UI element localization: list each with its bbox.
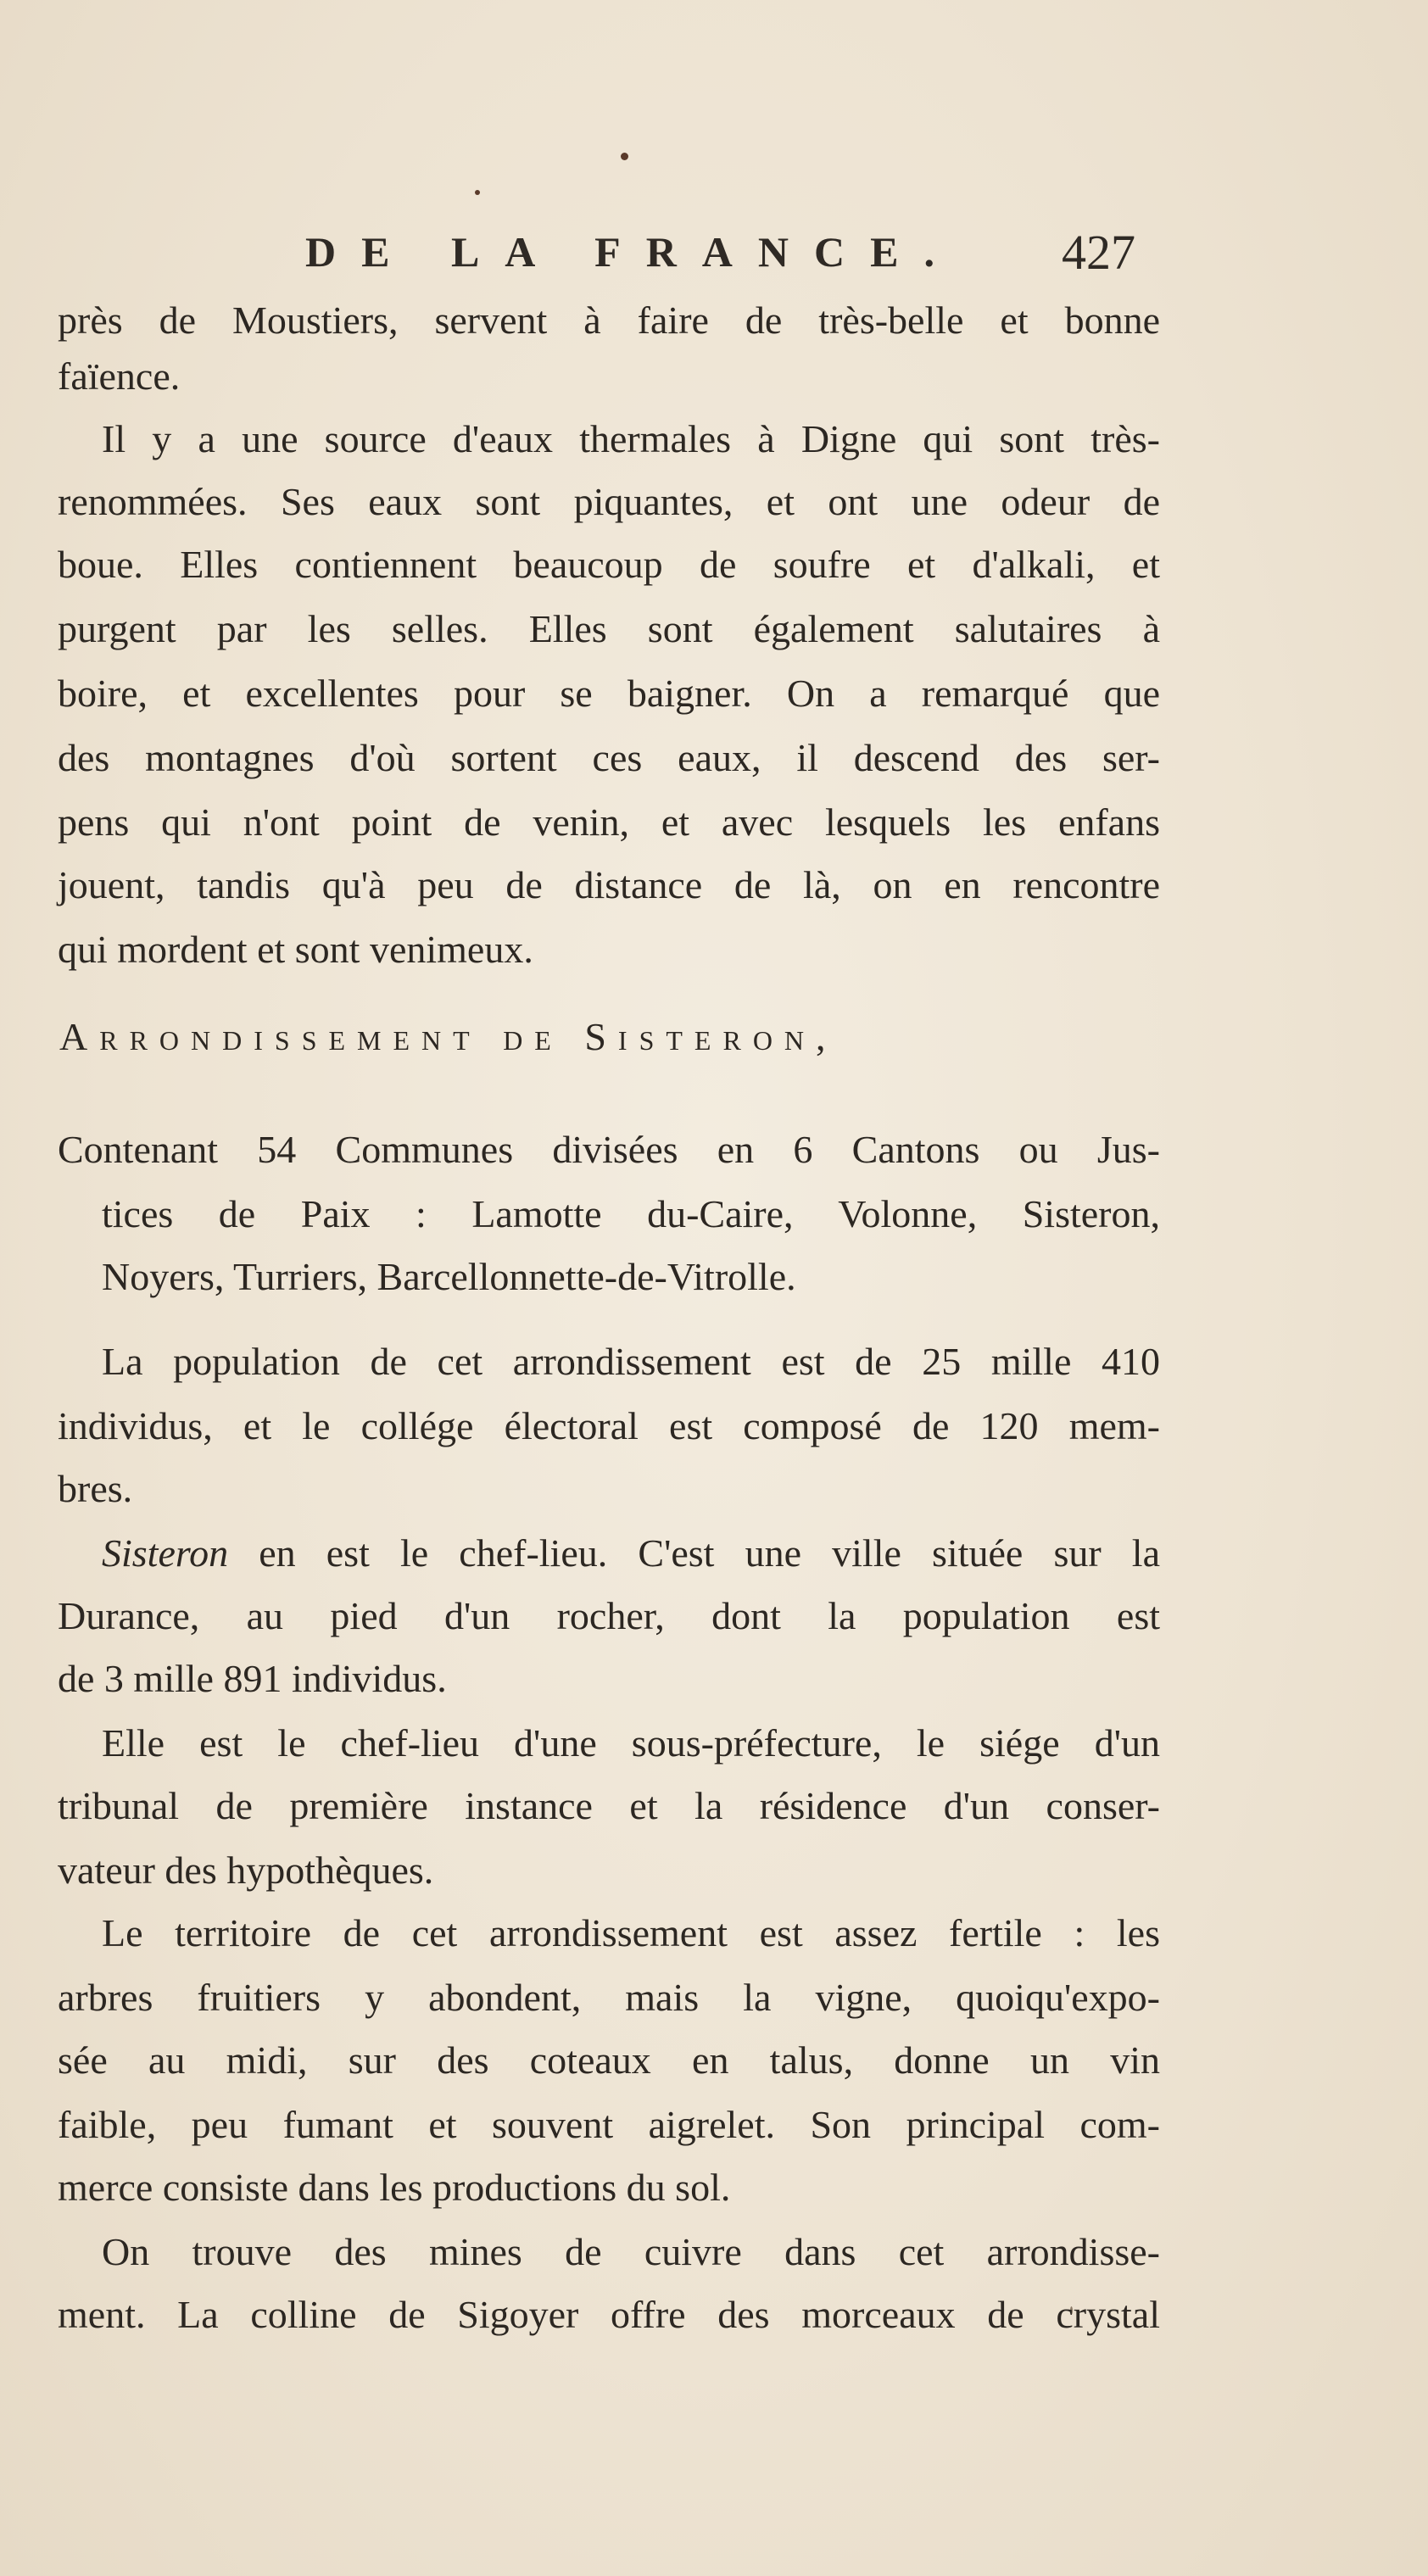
text-line: bres. — [58, 1467, 133, 1510]
text-line: boue. Elles contiennent beaucoup de soufre et d'alkali, et — [58, 543, 1160, 586]
text-line: de 3 mille 891 individus. — [58, 1657, 447, 1700]
text-line: tices de Paix : Lamotte du-Caire, Volonne, Sisteron, — [102, 1192, 1160, 1235]
text-line: Il y a une source d'eaux thermales à Digne qui sont très- — [102, 417, 1160, 460]
ink-speck — [475, 190, 480, 195]
text-line: faible, peu fumant et souvent aigrelet. Son principal com- — [58, 2103, 1160, 2146]
text-line: On trouve des mines de cuivre dans cet arrondisse- — [102, 2230, 1160, 2273]
text-line: individus, et le collége électoral est composé de 120 mem- — [58, 1404, 1160, 1447]
running-head: DE LA FRANCE. — [305, 228, 960, 276]
text-line: faïence. — [58, 354, 181, 398]
text-line: merce consiste dans les productions du sol. — [58, 2166, 731, 2209]
page-number: 427 — [1062, 225, 1135, 280]
text-line: Durance, au pied d'un rocher, dont la population est — [58, 1594, 1160, 1637]
place-name-italic: Sisteron — [102, 1531, 229, 1575]
text-line: Le territoire de cet arrondissement est assez fertile : les — [102, 1911, 1160, 1954]
ink-speck — [621, 153, 628, 160]
text-line: renommées. Ses eaux sont piquantes, et ont une odeur de — [58, 480, 1160, 523]
text-line: Elle est le chef-lieu d'une sous-préfecture, le siége d'un — [102, 1721, 1160, 1765]
section-heading: Arrondissement de Sisteron, — [59, 1015, 838, 1058]
text-line: des montagnes d'où sortent ces eaux, il descend des ser- — [58, 736, 1160, 779]
text-line: sée au midi, sur des coteaux en talus, donne un vin — [58, 2038, 1160, 2082]
text-line: pens qui n'ont point de venin, et avec lesquels les enfans — [58, 800, 1160, 844]
text-line: vateur des hypothèques. — [58, 1848, 434, 1892]
text-line: arbres fruitiers y abondent, mais la vigne, quoiqu'expo- — [58, 1976, 1160, 2019]
text-line: La population de cet arrondissement est de 25 mille 410 — [102, 1340, 1160, 1383]
text-line: Noyers, Turriers, Barcellonnette-de-Vitrolle. — [102, 1255, 796, 1298]
text-line: purgent par les selles. Elles sont également salutaires à — [58, 607, 1160, 650]
text-line: qui mordent et sont venimeux. — [58, 928, 533, 971]
text-line: jouent, tandis qu'à peu de distance de là, on en rencontre — [58, 863, 1160, 906]
text-line: boire, et excellentes pour se baigner. On a remarqué que — [58, 672, 1160, 715]
text-line-rest: en est le chef-lieu. C'est une ville située sur la — [228, 1531, 1160, 1575]
text-line: ment. La colline de Sigoyer offre des morceaux de crystal — [58, 2293, 1160, 2336]
text-line — [102, 1528, 1160, 1579]
text-line: près de Moustiers, servent à faire de très-belle et bonne — [58, 298, 1160, 342]
text-line: Contenant 54 Communes divisées en 6 Cantons ou Jus- — [58, 1128, 1160, 1171]
text-line: tribunal de première instance et la résidence d'un conser- — [58, 1784, 1160, 1827]
page-header — [0, 227, 1428, 295]
